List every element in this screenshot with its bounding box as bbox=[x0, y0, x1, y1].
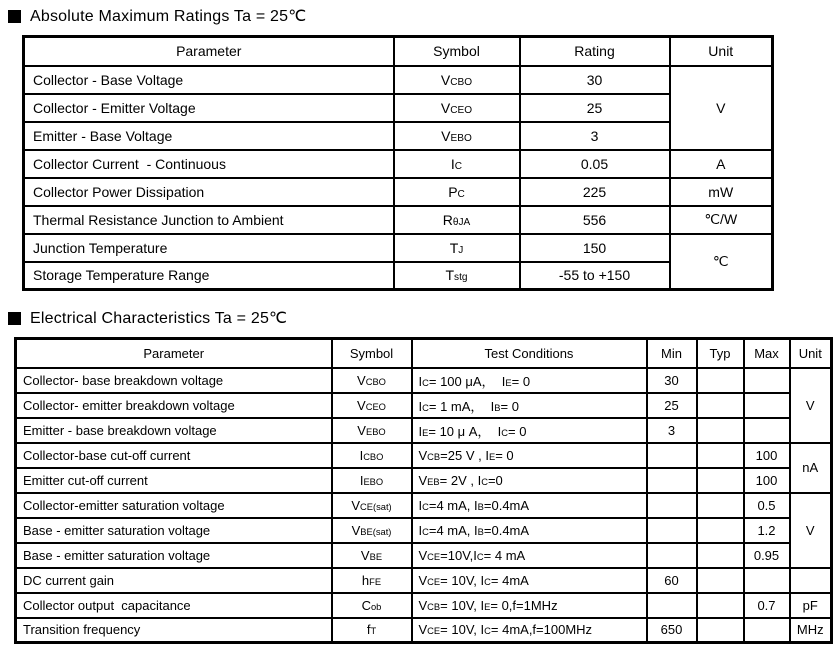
cell-symbol: IEBO bbox=[332, 468, 412, 493]
cell-parameter: Base - emitter saturation voltage bbox=[16, 543, 332, 568]
cell-rating: 225 bbox=[520, 178, 670, 206]
table-row bbox=[24, 150, 773, 178]
table-row bbox=[16, 468, 832, 493]
column-header-parameter: Parameter bbox=[24, 37, 394, 66]
cell-min bbox=[647, 543, 697, 568]
cell-typ bbox=[697, 468, 744, 493]
table-row bbox=[16, 518, 832, 543]
cell-rating: 150 bbox=[520, 234, 670, 262]
cell-parameter: Collector Current - Continuous bbox=[24, 150, 394, 178]
cell-typ bbox=[697, 518, 744, 543]
table-row bbox=[16, 493, 832, 518]
cell-symbol: VBE bbox=[332, 543, 412, 568]
abs-max-ratings-title bbox=[8, 6, 836, 26]
table-row bbox=[16, 618, 832, 643]
cell-typ bbox=[697, 618, 744, 643]
cell-parameter: Collector output capacitance bbox=[16, 593, 332, 618]
cell-unit: nA bbox=[790, 443, 832, 493]
column-header-min: Min bbox=[647, 339, 697, 368]
cell-parameter: Transition frequency bbox=[16, 618, 332, 643]
cell-symbol: RθJA bbox=[394, 206, 520, 234]
cell-max: 100 bbox=[744, 443, 790, 468]
cell-symbol: TJ bbox=[394, 234, 520, 262]
cell-parameter: Collector- base breakdown voltage bbox=[16, 368, 332, 393]
table-row bbox=[24, 234, 773, 262]
cell-min: 30 bbox=[647, 368, 697, 393]
table-row bbox=[24, 94, 773, 122]
cell-unit: mW bbox=[670, 178, 773, 206]
cell-max bbox=[744, 618, 790, 643]
abs-max-ratings-title-text: Absolute Maximum Ratings Ta = 25℃ bbox=[30, 8, 307, 25]
cell-parameter: Collector - Emitter Voltage bbox=[24, 94, 394, 122]
cell-symbol: VBE(sat) bbox=[332, 518, 412, 543]
cell-test-conditions: VEB= 2V , IC=0 bbox=[412, 468, 647, 493]
cell-max: 1.2 bbox=[744, 518, 790, 543]
cell-typ bbox=[697, 418, 744, 443]
cell-parameter: Storage Temperature Range bbox=[24, 262, 394, 290]
cell-unit: pF bbox=[790, 593, 832, 618]
cell-symbol: VCEO bbox=[332, 393, 412, 418]
cell-unit: ℃ bbox=[670, 234, 773, 290]
cell-parameter: Collector- emitter breakdown voltage bbox=[16, 393, 332, 418]
cell-typ bbox=[697, 543, 744, 568]
column-header-typ: Typ bbox=[697, 339, 744, 368]
table-header-row bbox=[16, 339, 832, 368]
column-header-unit: Unit bbox=[790, 339, 832, 368]
cell-unit: A bbox=[670, 150, 773, 178]
cell-typ bbox=[697, 393, 744, 418]
cell-parameter: Collector-emitter saturation voltage bbox=[16, 493, 332, 518]
cell-max bbox=[744, 418, 790, 443]
cell-symbol: fT bbox=[332, 618, 412, 643]
cell-symbol: Cob bbox=[332, 593, 412, 618]
cell-max bbox=[744, 568, 790, 593]
column-header-test-conditions: Test Conditions bbox=[412, 339, 647, 368]
table-row bbox=[16, 593, 832, 618]
cell-max: 0.5 bbox=[744, 493, 790, 518]
cell-rating: -55 to +150 bbox=[520, 262, 670, 290]
cell-parameter: Emitter cut-off current bbox=[16, 468, 332, 493]
table-row bbox=[24, 122, 773, 150]
cell-parameter: Emitter - Base Voltage bbox=[24, 122, 394, 150]
cell-parameter: Collector-base cut-off current bbox=[16, 443, 332, 468]
table-row bbox=[16, 393, 832, 418]
cell-rating: 3 bbox=[520, 122, 670, 150]
cell-min bbox=[647, 593, 697, 618]
cell-unit bbox=[790, 568, 832, 593]
absolute-maximum-ratings-table bbox=[22, 35, 774, 291]
electrical-characteristics-title bbox=[8, 308, 836, 328]
table-header-row bbox=[24, 37, 773, 66]
cell-min: 25 bbox=[647, 393, 697, 418]
cell-symbol: IC bbox=[394, 150, 520, 178]
table-row bbox=[16, 418, 832, 443]
cell-max bbox=[744, 393, 790, 418]
cell-test-conditions: IC=4 mA, IB=0.4mA bbox=[412, 493, 647, 518]
table-row bbox=[16, 568, 832, 593]
cell-max: 100 bbox=[744, 468, 790, 493]
cell-max: 0.7 bbox=[744, 593, 790, 618]
electrical-characteristics-title-text: Electrical Characteristics Ta = 25℃ bbox=[30, 310, 288, 327]
cell-min: 3 bbox=[647, 418, 697, 443]
column-header-parameter: Parameter bbox=[16, 339, 332, 368]
cell-typ bbox=[697, 593, 744, 618]
cell-parameter: Collector - Base Voltage bbox=[24, 66, 394, 94]
cell-symbol: VCBO bbox=[332, 368, 412, 393]
cell-symbol: VCE(sat) bbox=[332, 493, 412, 518]
cell-unit: MHz bbox=[790, 618, 832, 643]
cell-symbol: hFE bbox=[332, 568, 412, 593]
column-header-rating: Rating bbox=[520, 37, 670, 66]
table-row bbox=[16, 443, 832, 468]
cell-unit: V bbox=[790, 368, 832, 443]
cell-symbol: ICBO bbox=[332, 443, 412, 468]
column-header-max: Max bbox=[744, 339, 790, 368]
cell-max bbox=[744, 368, 790, 393]
cell-parameter: DC current gain bbox=[16, 568, 332, 593]
cell-typ bbox=[697, 568, 744, 593]
table-row bbox=[24, 206, 773, 234]
cell-min: 650 bbox=[647, 618, 697, 643]
cell-symbol: Tstg bbox=[394, 262, 520, 290]
cell-symbol: VEBO bbox=[332, 418, 412, 443]
table-row bbox=[24, 178, 773, 206]
cell-parameter: Thermal Resistance Junction to Ambient bbox=[24, 206, 394, 234]
cell-rating: 0.05 bbox=[520, 150, 670, 178]
column-header-unit: Unit bbox=[670, 37, 773, 66]
cell-typ bbox=[697, 443, 744, 468]
column-header-symbol: Symbol bbox=[332, 339, 412, 368]
cell-test-conditions: VCB= 10V, IE= 0,f=1MHz bbox=[412, 593, 647, 618]
cell-max: 0.95 bbox=[744, 543, 790, 568]
cell-test-conditions: VCE=10V,IC= 4 mA bbox=[412, 543, 647, 568]
cell-symbol: PC bbox=[394, 178, 520, 206]
cell-rating: 25 bbox=[520, 94, 670, 122]
cell-min bbox=[647, 468, 697, 493]
cell-test-conditions: IE= 10 μ A， IC= 0 bbox=[412, 418, 647, 443]
cell-min bbox=[647, 443, 697, 468]
table-row bbox=[16, 368, 832, 393]
cell-parameter: Collector Power Dissipation bbox=[24, 178, 394, 206]
cell-symbol: VCEO bbox=[394, 94, 520, 122]
cell-typ bbox=[697, 493, 744, 518]
cell-min bbox=[647, 493, 697, 518]
table-row bbox=[24, 262, 773, 290]
cell-test-conditions: IC= 1 mA， IB= 0 bbox=[412, 393, 647, 418]
cell-unit: V bbox=[670, 66, 773, 150]
cell-symbol: VEBO bbox=[394, 122, 520, 150]
cell-unit: ℃/W bbox=[670, 206, 773, 234]
cell-test-conditions: IC=4 mA, IB=0.4mA bbox=[412, 518, 647, 543]
cell-unit: V bbox=[790, 493, 832, 568]
black-square-bullet-icon bbox=[8, 10, 21, 23]
cell-test-conditions: VCE= 10V, IC= 4mA,f=100MHz bbox=[412, 618, 647, 643]
table-row bbox=[16, 543, 832, 568]
cell-parameter: Junction Temperature bbox=[24, 234, 394, 262]
cell-typ bbox=[697, 368, 744, 393]
cell-min bbox=[647, 518, 697, 543]
cell-min: 60 bbox=[647, 568, 697, 593]
cell-rating: 30 bbox=[520, 66, 670, 94]
cell-parameter: Emitter - base breakdown voltage bbox=[16, 418, 332, 443]
cell-test-conditions: VCE= 10V, IC= 4mA bbox=[412, 568, 647, 593]
cell-test-conditions: IC= 100 μA， IE= 0 bbox=[412, 368, 647, 393]
cell-rating: 556 bbox=[520, 206, 670, 234]
electrical-characteristics-table bbox=[14, 337, 833, 644]
column-header-symbol: Symbol bbox=[394, 37, 520, 66]
table-row bbox=[24, 66, 773, 94]
cell-symbol: VCBO bbox=[394, 66, 520, 94]
cell-parameter: Base - emitter saturation voltage bbox=[16, 518, 332, 543]
cell-test-conditions: VCB=25 V , IE= 0 bbox=[412, 443, 647, 468]
black-square-bullet-icon bbox=[8, 312, 21, 325]
